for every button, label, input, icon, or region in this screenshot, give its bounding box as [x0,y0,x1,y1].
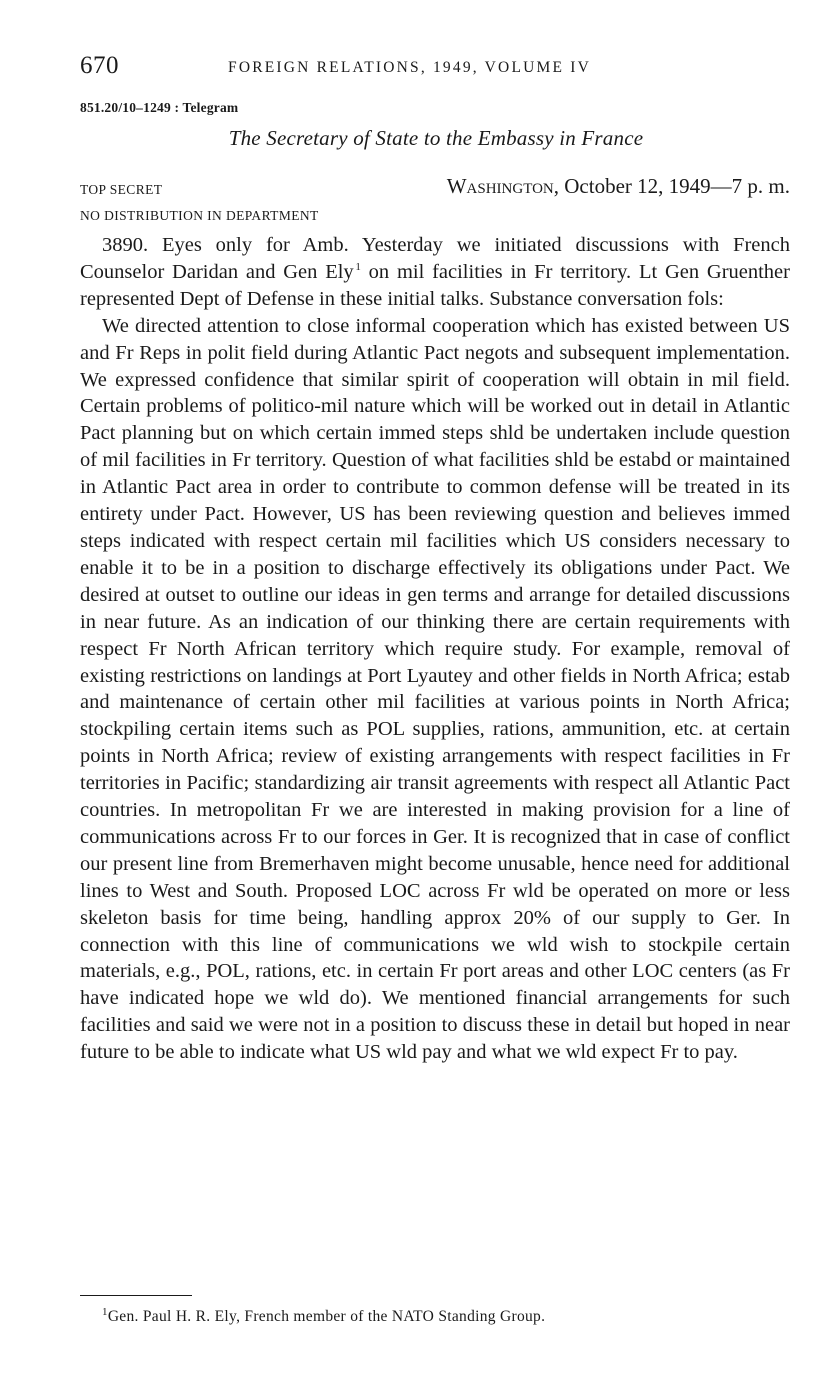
footnote-marker: 1 [355,261,361,274]
classification-label: TOP SECRET [80,182,163,197]
document-title: The Secretary of State to the Embassy in France [228,126,644,150]
dateline [447,174,790,199]
paragraph-1-text: 3890. Eyes only for Amb. Yesterday we initiated discussions with French Counselor Daridan and Gen Ely [80,234,790,283]
telegram-body [80,232,790,1066]
file-reference: 851.20/10–1249 : Telegram [80,100,239,115]
dateline-date: , October 12, 1949—7 p. m. [553,174,790,198]
paragraph-2: We directed attention to close informal cooperation which has existed between US and Fr Reps in polit field during Atlantic Pact negots and subsequent implementation. We expressed confidence that similar spirit of cooperation will obtain in mil field. Certain problems of politico-mil nature which will be worked out in detail in Atlantic Pact planning but on which certain immed steps shld be undertaken include question of mil facilities in Fr territory. Question of what facilities shld be estabd or maintained in Atlantic Pact area in order to contribute to common defense will be treated in its entirety under Pact. However, US has been reviewing question and believes immed steps indicated with respect certain mil facilities which US considers necessary to enable it to be in a position to discharge effectively its obligations under Pact. We desired at outset to outline our ideas in gen terms and arrange for detailed discussions in near future. As an indication of our thinking there are certain requirements with respect Fr North African territory which require study. For example, removal of existing restrictions on landings at Port Lyautey and other fields in North Africa; estab and maintenance of certain other mil facilities at various points in North Africa; stockpiling certain items such as POL supplies, rations, ammunition, etc. at certain points in North Africa; review of existing arrangements with respect facilities in Fr territories in Pacific; standardizing air transit agreements with respect all Atlantic Pact countries. In metropolitan Fr we are interested in making provision for a line of communications across Fr to our forces in Ger. It is recognized that in case of conflict our present line from Bremerhaven might become unusable, hence need for additional lines to West and South. Proposed LOC across Fr wld be operated on more or less skeleton basis for time being, handling approx 20% of our supply to Ger. In connection with this line of communications we wld wish to stockpile certain materials, e.g., POL, rations, etc. in certain Fr port areas and other LOC centers (as Fr have indicated hope we wld do). We mentioned financial arrangements for such facilities and said we were not in a position to discuss these in detail but hoped in near future to be able to indicate what US wld pay and what we wld expect Fr to pay. [80,314,790,1064]
footnote-text: Gen. Paul H. R. Ely, French member of the NATO Standing Group. [107,1308,546,1325]
footnote-number: 1 [102,1305,108,1318]
dateline-place: Washington [446,174,554,198]
page-number: 670 [80,52,119,79]
distribution-label: NO DISTRIBUTION IN DEPARTMENT [80,208,319,223]
footnote [102,1305,546,1326]
footnote-divider [80,1295,192,1296]
paragraph-1-text-cont: on mil facilities in Fr territory. Lt Gen Gruenther represented Dept of Defense in these initial talks. Substance conversation fols: [80,260,790,310]
running-title: FOREIGN RELATIONS, 1949, VOLUME IV [228,59,591,76]
running-head [80,52,792,84]
paragraph-1 [80,232,790,313]
